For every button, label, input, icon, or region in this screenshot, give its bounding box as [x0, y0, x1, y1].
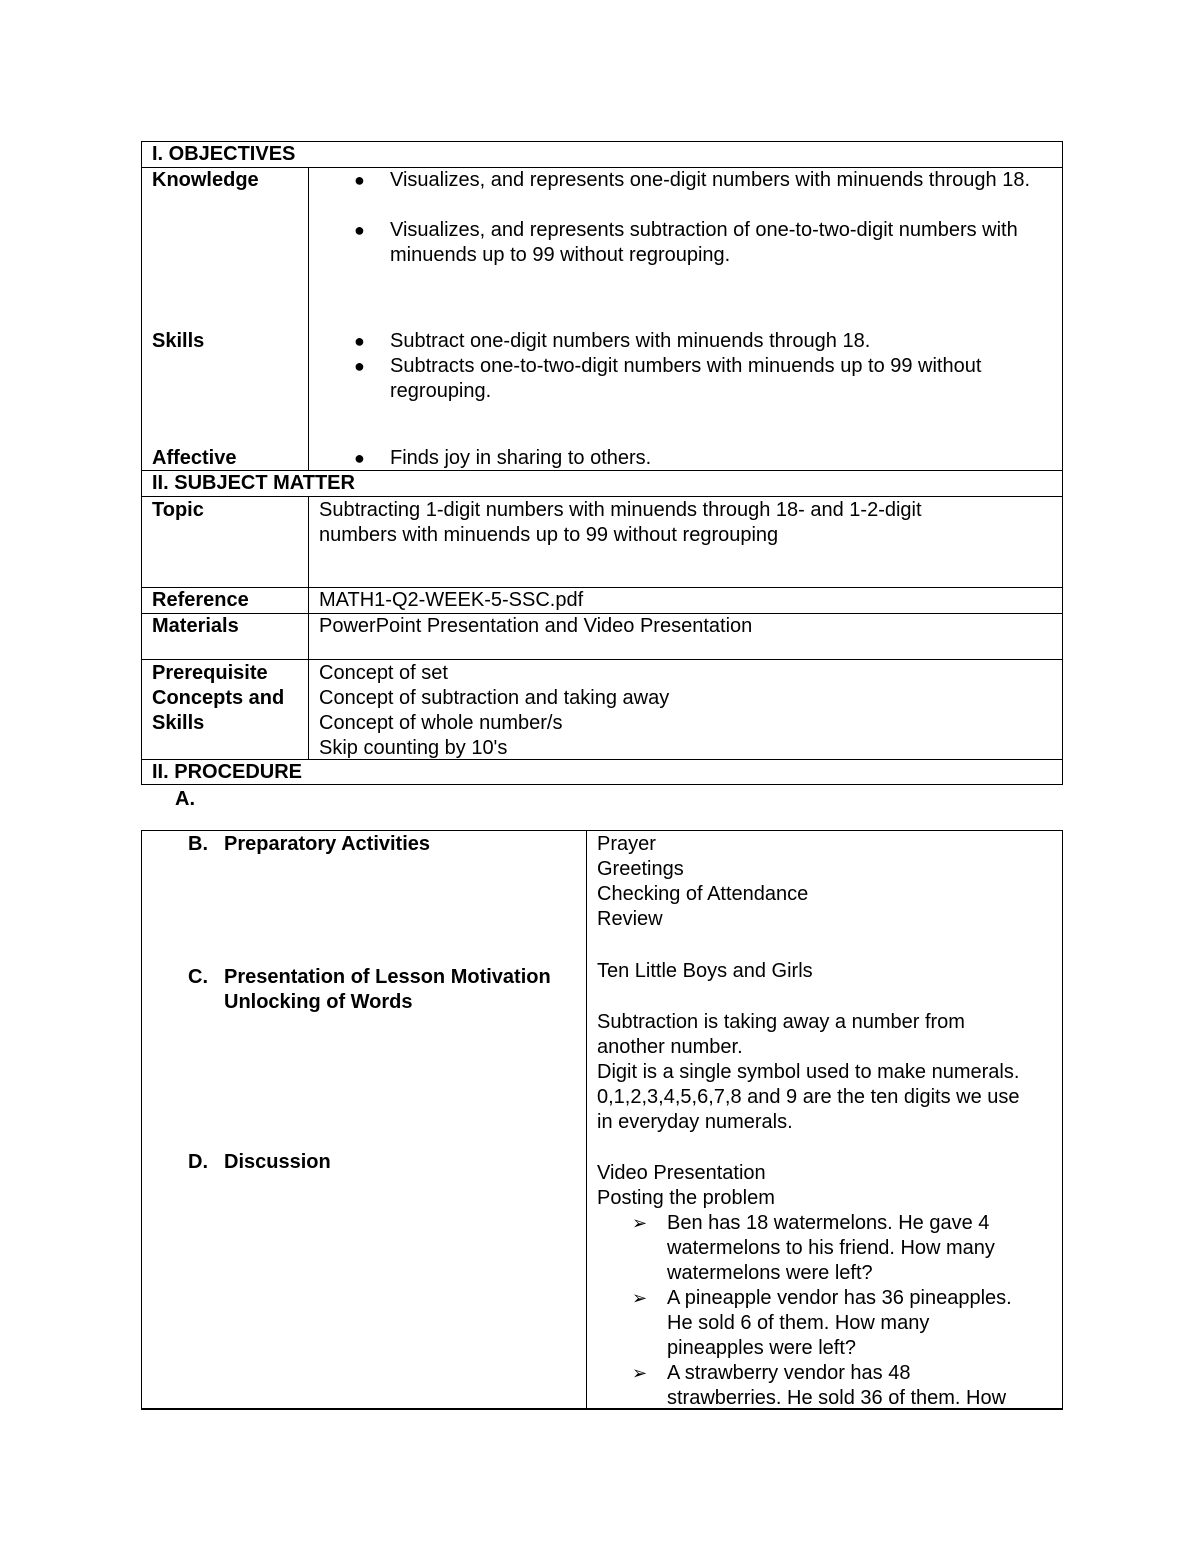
- column-divider: [308, 496, 309, 759]
- item-c-label-line: Presentation of Lesson Motivation: [224, 966, 551, 988]
- bullet-icon: ●: [354, 331, 365, 351]
- rule: [142, 587, 1062, 588]
- bullet-icon: ●: [354, 448, 365, 468]
- discussion-item: Posting the problem: [597, 1187, 775, 1209]
- problem-line: A strawberry vendor has 48: [667, 1362, 911, 1384]
- knowledge-label: Knowledge: [152, 169, 259, 191]
- problem-line: He sold 6 of them. How many: [667, 1312, 930, 1334]
- list-item: ● Finds joy in sharing to others.: [354, 447, 652, 469]
- item-c-label-line: Unlocking of Words: [224, 991, 413, 1013]
- column-divider: [586, 831, 587, 1410]
- topic-label: Topic: [152, 499, 204, 521]
- prep-item: Prayer: [597, 833, 656, 855]
- objectives-table: [141, 141, 1063, 785]
- prereq-label-line: Skills: [152, 712, 205, 734]
- rule: [142, 496, 1062, 497]
- arrow-bullet-icon: ➢: [632, 1213, 648, 1233]
- procedure-table: [141, 830, 1063, 1410]
- motivation-text: Ten Little Boys and Girls: [597, 960, 813, 982]
- prep-item: Review: [597, 908, 663, 930]
- rule: [142, 659, 1062, 660]
- skills-label: Skills: [152, 330, 205, 352]
- item-b-letter: B.: [188, 833, 208, 855]
- list-item: ● Subtracts one-to-two-digit numbers with minuends up to 99 without regrouping.: [354, 355, 982, 402]
- list-item: ● Visualizes, and represents one-digit numbers with minuends through 18.: [354, 169, 1030, 191]
- words-line: another number.: [597, 1036, 743, 1058]
- procedure-item-a: A.: [175, 788, 195, 810]
- affective-label: Affective: [152, 447, 237, 469]
- problem-line: Ben has 18 watermelons. He gave 4: [667, 1212, 990, 1234]
- arrow-bullet-icon: ➢: [632, 1288, 648, 1308]
- prereq-label-line: Concepts and: [152, 687, 285, 709]
- prereq-item: Concept of whole number/s: [319, 712, 563, 734]
- words-line: Subtraction is taking away a number from: [597, 1011, 965, 1033]
- reference-value: MATH1-Q2-WEEK-5-SSC.pdf: [319, 589, 584, 611]
- bullet-icon: ●: [354, 220, 365, 240]
- prereq-item: Concept of subtraction and taking away: [319, 687, 670, 709]
- subject-matter-header: II. SUBJECT MATTER: [152, 472, 355, 494]
- arrow-bullet-icon: ➢: [632, 1363, 648, 1383]
- reference-label: Reference: [152, 589, 249, 611]
- words-line: in everyday numerals.: [597, 1111, 793, 1133]
- list-item: ● Subtract one-digit numbers with minuends through 18.: [354, 330, 871, 352]
- topic-line: Subtracting 1-digit numbers with minuends through 18- and 1-2-digit: [319, 499, 922, 521]
- problem-line: watermelons to his friend. How many: [667, 1237, 995, 1259]
- list-item: ● Visualizes, and represents subtraction of one-to-two-digit numbers with minuends up to 99 without regrouping.: [354, 219, 1018, 266]
- problem-line: pineapples were left?: [667, 1337, 857, 1359]
- prereq-item: Skip counting by 10's: [319, 737, 508, 759]
- problem-line: A pineapple vendor has 36 pineapples.: [667, 1287, 1012, 1309]
- prereq-label-line: Prerequisite: [152, 662, 268, 684]
- item-d-label: Discussion: [224, 1151, 331, 1173]
- topic-line: numbers with minuends up to 99 without regrouping: [319, 524, 779, 546]
- problem-line: strawberries. He sold 36 of them. How: [667, 1387, 1007, 1409]
- words-line: Digit is a single symbol used to make numerals.: [597, 1061, 1020, 1083]
- objectives-header: I. OBJECTIVES: [152, 143, 296, 165]
- column-divider: [308, 167, 309, 470]
- words-line: 0,1,2,3,4,5,6,7,8 and 9 are the ten digits we use: [597, 1086, 1020, 1108]
- item-c-letter: C.: [188, 966, 208, 988]
- materials-label: Materials: [152, 615, 239, 637]
- item-d-letter: D.: [188, 1151, 208, 1173]
- item-b-label: Preparatory Activities: [224, 833, 431, 855]
- bullet-icon: ●: [354, 356, 365, 376]
- bullet-icon: ●: [354, 170, 365, 190]
- procedure-header: II. PROCEDURE: [152, 761, 303, 783]
- problem-line: watermelons were left?: [667, 1262, 873, 1284]
- prep-item: Checking of Attendance: [597, 883, 809, 905]
- prep-item: Greetings: [597, 858, 684, 880]
- prereq-item: Concept of set: [319, 662, 448, 684]
- materials-value: PowerPoint Presentation and Video Presentation: [319, 615, 753, 637]
- discussion-item: Video Presentation: [597, 1162, 766, 1184]
